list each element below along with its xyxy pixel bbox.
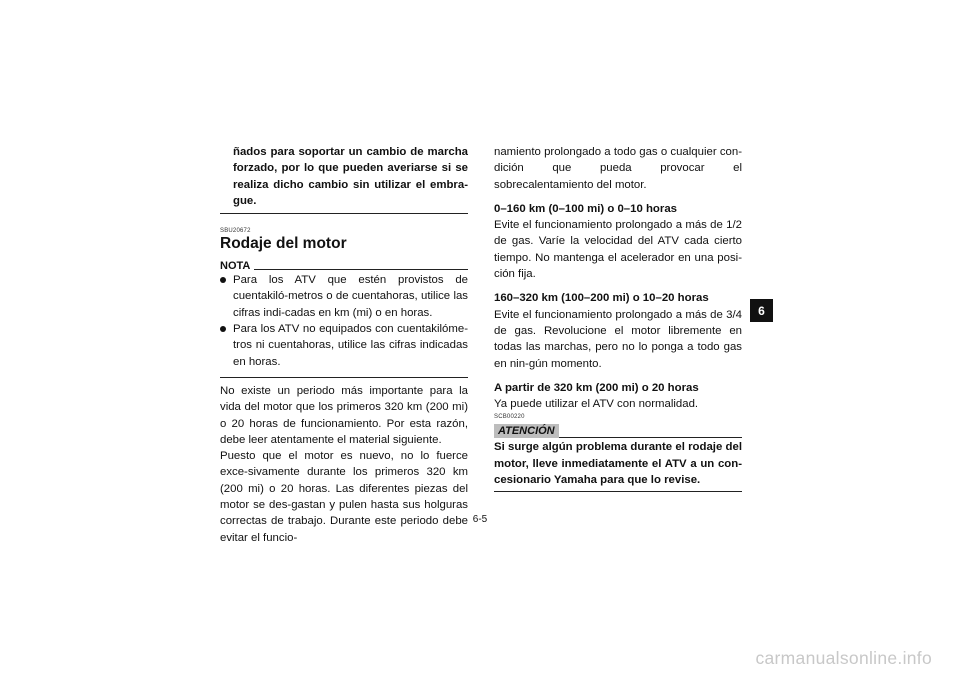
note-top-rule [254,269,468,270]
stage-heading: A partir de 320 km (200 mi) o 20 horas [494,381,699,394]
warning-end-rule [220,213,468,214]
stage-block [494,201,742,282]
section-code: SBU20672 [220,228,251,235]
note-header [220,258,468,272]
intro-paragraph: namiento prolongado a todo gas o cualquier con-dición que pueda provocar el sobrecalentamiento del motor. [494,146,742,191]
stage-text: Ya puede utilizar el ATV con normalidad. [494,398,699,411]
body-paragraph: No existe un periodo más importante para la vida del motor que los primeros 320 km (200 mi) o 20 horas de funcionamiento. Por esta razón, debe leer atentamente el material siguiente. [220,384,468,446]
note-item [220,321,468,370]
stage-heading: 160–320 km (100–200 mi) o 10–20 horas [494,292,709,305]
stage-block [494,290,742,371]
right-column [494,144,742,492]
stage-heading: 0–160 km (0–100 mi) o 0–10 horas [494,202,677,215]
left-column [220,144,468,546]
section-title: Rodaje del motor [220,235,347,253]
body-paragraph: Puesto que el motor es nuevo, no lo fuerce exce-sivamente durante los primeros 320 km (200 mi) o 20 horas. Las diferentes piezas del motor se des-gastan y pulen hasta sus holguras correctas de trabajo. Durante este periodo debe evitar el funcio- [220,450,468,544]
bullet-icon [220,277,226,283]
warning-continuation: ñados para soportar un cambio de marcha forzado, por lo que pueden averiarse si se realiza dicho cambio sin utilizar el embra-gue. [233,146,468,207]
chapter-tab: 6 [750,299,773,322]
note-item-text: Para los ATV no equipados con cuentakilóme-tros ni cuentahoras, utilice las cifras indicadas en horas. [233,323,468,368]
caution-top-rule [559,437,742,438]
caution-label: ATENCIÓN [494,424,559,438]
watermark: carmanualsonline.info [755,648,932,668]
stage-text: Evite el funcionamiento prolongado a más de 3/4 de gas. Revolucione el motor libremente en todas las marchas, pero no lo ponga a todo gas en nin-gún momento. [494,308,742,370]
note-label: NOTA [220,260,251,273]
page-number: 6-5 [472,514,488,525]
caution-code: SCB00220 [494,414,525,421]
caution-bottom-rule [494,491,742,492]
note-item [220,272,468,321]
note-item-text: Para los ATV que estén provistos de cuentakiló-metros o de cuentahoras, utilice las cifras indi-cadas en km (mi) o en horas. [233,274,468,319]
note-bottom-rule [220,377,468,378]
caution-header [494,422,742,438]
bullet-icon [220,326,226,332]
stage-text: Evite el funcionamiento prolongado a más de 1/2 de gas. Varíe la velocidad del ATV cada cierto tiempo. No mantenga el acelerador en una posi-ción fija. [494,219,742,281]
stage-block [494,380,742,413]
caution-text: Si surge algún problema durante el rodaje del motor, lleve inmediatamente el ATV a un con-cesionario Yamaha para que lo revise. [494,441,742,487]
